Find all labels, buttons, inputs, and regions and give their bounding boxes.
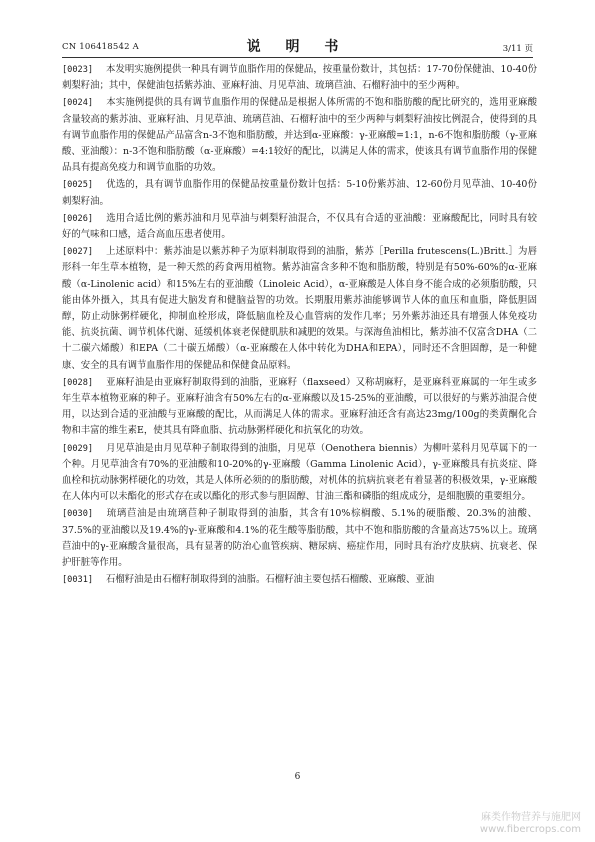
paragraph-number: [0026] (62, 213, 94, 224)
paragraph (62, 506, 537, 571)
paragraph (62, 95, 537, 176)
paragraph-text: 亚麻籽油是由亚麻籽制取得到的油脂，亚麻籽（flaxseed）又称胡麻籽，是亚麻科亚麻属的一年生或多年生草本植物亚麻的种子。亚麻籽油含有50%左右的α-亚麻酸以及15-25%的亚油酸，可以很好的与紫苏油混合使用，以达到合适的亚油酸与亚麻酸的配比，从而满足人体的需求。亚麻籽油还含有高达23mg/100g的类黄酮化合物和丰富的维生素E，使其具有降血脂、抗动脉粥样硬化和抗氧化的功效。 (62, 376, 537, 437)
paragraph-number: [0030] (62, 509, 94, 520)
page-count: 3/11 页 (502, 44, 533, 54)
paragraph (62, 375, 537, 440)
paragraph-number: [0031] (62, 575, 94, 586)
page-number: 6 (294, 772, 301, 782)
paragraph-text: 选用合适比例的紫苏油和月见草油与刺梨籽油混合，不仅具有合适的亚油酸：亚麻酸配比，同时具有较好的气味和口感，适合高血压患者使用。 (62, 212, 537, 241)
paragraph (62, 441, 537, 506)
paragraph-text: 石榴籽油是由石榴籽制取得到的油脂。石榴籽油主要包括石榴酸、亚麻酸、亚油 (106, 574, 435, 586)
paragraph-text: 上述原料中：紫苏油是以紫苏种子为原料制取得到的油脂，紫苏［Perilla frutescens(L.)Britt.］为唇形科一年生草本植物，是一种天然的药食两用植物。紫苏油富含多种不饱和脂肪酸，特别是有50%-60%的α-亚麻酸（α-Linolenic acid）和15%左右的亚油酸（Linoleic Acid），α-亚麻酸是人体自身不能合成的必须脂肪酸，只能由体外摄入，其具有促进大脑发育和健脑益智的功效。长期服用紫苏油能够调节人体的血压和血脂，降低胆固醇，防止动脉粥样硬化，抑制血栓形成，降低脑血栓及心血管病的发作几率；另外紫苏油还具有增强人体免疫功能、抗炎抗菌、调节机体代谢、延缓机体衰老保健肌肤和减肥的效果。与深海鱼油相比，紫苏油不仅富含DHA（二十二碳六烯酸）和EPA（二十碳五烯酸）（α-亚麻酸在人体中转化为DHA和EPA），同时还不含胆固醇，是一种健康、安全的具有调节血脂作用的保健品和保健食品原料。 (62, 246, 537, 371)
paragraph-number: [0023] (62, 65, 94, 75)
paragraph-number: [0028] (62, 377, 94, 388)
paragraph-text: 琉璃苣油是由琉璃苣种子制取得到的油脂，其含有10%棕榈酸、5.1%的硬脂酸、20.3%的油酸、37.5%的亚油酸以及19.4%的γ-亚麻酸和4.1%的花生酸等脂肪酸，其中不饱和脂肪酸的含量高达75%以上。琉璃苣油中的γ-亚麻酸含量很高，具有显著的防治心血管疾病、糖尿病、癌症作用，同时具有治疗皮肤病、抗衰老、保护肝脏等作用。 (62, 508, 537, 569)
paragraph-text: 月见草油是由月见草种子制取得到的油脂，月见草（Oenothera biennis）为柳叶菜科月见草属下的一个种。月见草油含有70%的亚油酸和10-20%的γ-亚麻酸（Gamma Linolenic Acid），γ-亚麻酸具有抗炎症、降血栓和抗动脉粥样硬化的功效，其是人体所必须的的脂肪酸，对机体的抗病抗衰老有着显著的积极效果，γ-亚麻酸在人体内可以未酯化的形式存在或以酯化的形式参与胆固醇、甘油三酯和磷脂的组成成分，是细胞膜的重要组分。 (62, 442, 537, 503)
header-divider (62, 57, 533, 58)
paragraph-number: [0027] (62, 247, 94, 258)
paragraph-text: 本发明实施例提供一种具有调节血脂作用的保健品，按重量份数计，其包括：17-70份保健油、10-40份刺梨籽油；其中，保健油包括紫苏油、亚麻籽油、月见草油、琉璃苣油、石榴籽油中的至少两种。 (62, 64, 537, 92)
paragraph-number: [0024] (62, 98, 94, 109)
paragraph (62, 211, 537, 243)
watermark-url: www.fibercrops.com (479, 824, 581, 835)
document-body (62, 62, 537, 590)
paragraph (62, 62, 537, 94)
paragraph (62, 244, 537, 374)
site-watermark (480, 812, 581, 836)
paragraph-number: [0029] (62, 443, 94, 454)
paragraph-number: [0025] (62, 180, 94, 191)
paragraph (62, 177, 537, 209)
watermark-site-name: 麻类作物营养与施肥网 (481, 812, 581, 823)
publication-number: CN 106418542 A (62, 42, 139, 52)
paragraph-text: 优选的，具有调节血脂作用的保健品按重量份数计包括：5-10份紫苏油、12-60份月见草油、10-40份刺梨籽油。 (62, 179, 537, 207)
page-header (62, 36, 533, 56)
paragraph (62, 572, 537, 588)
paragraph-text: 本实施例提供的具有调节血脂作用的保健品是根据人体所需的不饱和脂肪酸的配比研究的，选用亚麻酸含量较高的紫苏油、亚麻籽油、月见草油、琉璃苣油、石榴籽油中的至少两种与刺梨籽油按比例混合，使得到的具有调节血脂作用的保健品产品富含n-3不饱和脂肪酸，并达到α-亚麻酸：γ-亚麻酸=1:1，n-6不饱和脂肪酸（γ-亚麻酸、亚油酸）：n-3不饱和脂肪酸（α-亚麻酸）=4:1较好的配比，以满足人体的需求，使该具有调节血脂作用的保健品具有提高免疫力和调节血脂的功效。 (62, 97, 537, 174)
document-title: 说 明 书 (246, 39, 349, 55)
